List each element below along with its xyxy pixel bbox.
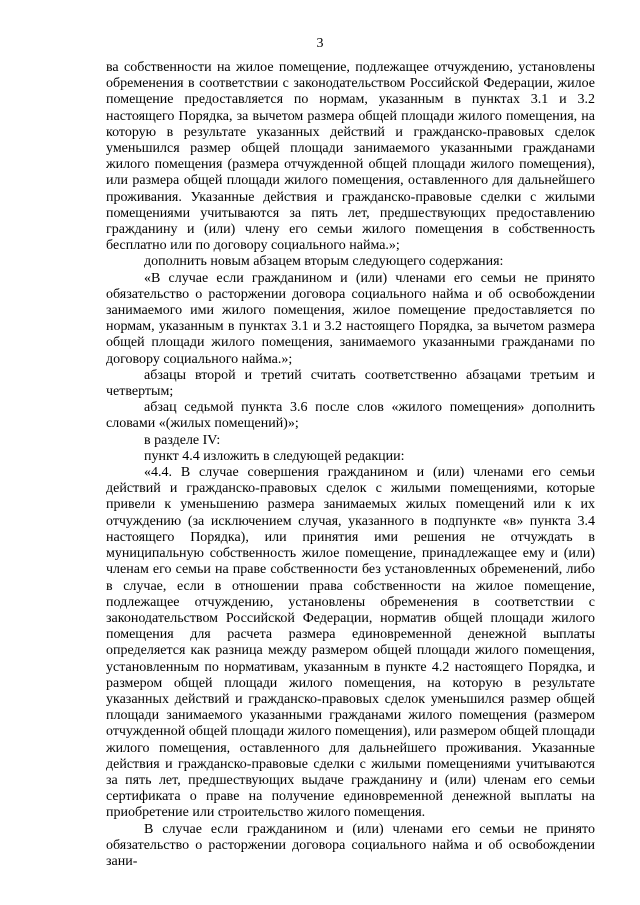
paragraph-1: ва собственности на жилое помещение, подлежащее отчуждению, установлены обременения в соответствии с законодательством Российской Федерации, жилое помещение предоставляется по нормам, указанным в пунктах 3.1 и 3.2 настоящего Порядка, за вычетом размера общей площади жилого помещения, на которую в результате указанных действий и гражданско-правовых сделок уменьшился размер общей площади занимаемого указанными гражданами жилого помещения (размера отчужденной общей площади жилого помещения), или размера общей площади жилого помещения, оставленного для дальнейшего проживания. Указанные действия и гражданско-правовые сделки с жилыми помещениями учитываются за пять лет, предшествующих предоставлению гражданину и (или) члену его семьи жилого помещения в собственность бесплатно или по договору социального найма.»; [106,60,595,254]
paragraph-5: абзац седьмой пункта 3.6 после слов «жилого помещения» дополнить словами «(жилых помещений)»; [106,400,595,432]
paragraph-7: пункт 4.4 изложить в следующей редакции: [144,448,405,464]
paragraph-2: дополнить новым абзацем вторым следующего содержания: [144,254,504,270]
paragraph-6: в разделе IV: [144,432,221,448]
page-number: 3 [316,36,324,51]
document-body [106,60,595,870]
paragraph-4: абзацы второй и третий считать соответственно абзацами третьим и четвертым; [106,367,595,400]
paragraph-8: «4.4. В случае совершения гражданином и (или) членами его семьи действий и гражданско-правовых сделок с жилыми помещениями, которые привели к уменьшению размера занимаемых жилых помещений или к их отчуждению (за исключением случая, указанного в подпункте «в» пункта 3.4 настоящего Порядка), или принятия ими решения не отчуждать в муниципальную собственность жилое помещение, принадлежащее ему и (или) членам его семьи на праве собственности без установленных обременений, либо в случае, если в отношении права собственности на жилое помещение, подлежащее отчуждению, установлены обременения в соответствии с законодательством Российской Федерации, норматив общей площади жилого помещения для расчета размера единовременной денежной выплаты определяется как разница между размером общей площади жилого помещения, установленным по нормативам, указанным в пункте 4.2 настоящего Порядка, и размером общей площади жилого помещения, на которую в результате указанных действий и гражданско-правовых сделок уменьшился размер общей площади занимаемого указанными гражданами жилого помещения (размером отчужденной общей площади жилого помещения), или размером общей площади жилого помещения, оставленного для дальнейшего проживания. Указанные действия и гражданско-правовые сделки с жилыми помещениями учитываются за пять лет, предшествующих выдаче гражданину и (или) членам его семьи сертификата о праве на получение единовременной денежной выплаты на приобретение или строительство жилого помещения. [106,465,595,821]
paragraph-9: В случае если гражданином и (или) членами его семьи не принято обязательство о расторжении договора социального найма и об освобождении зани- [106,821,595,869]
paragraph-3: «В случае если гражданином и (или) членами его семьи не принято обязательство о расторжении договора социального найма и об освобождении занимаемого ими жилого помещения, жилое помещение предоставляется по нормам, указанным в пунктах 3.1 и 3.2 настоящего Порядка, за вычетом размера общей площади жилого помещения, занимаемого указанными гражданами по договору социального найма.»; [106,270,595,367]
